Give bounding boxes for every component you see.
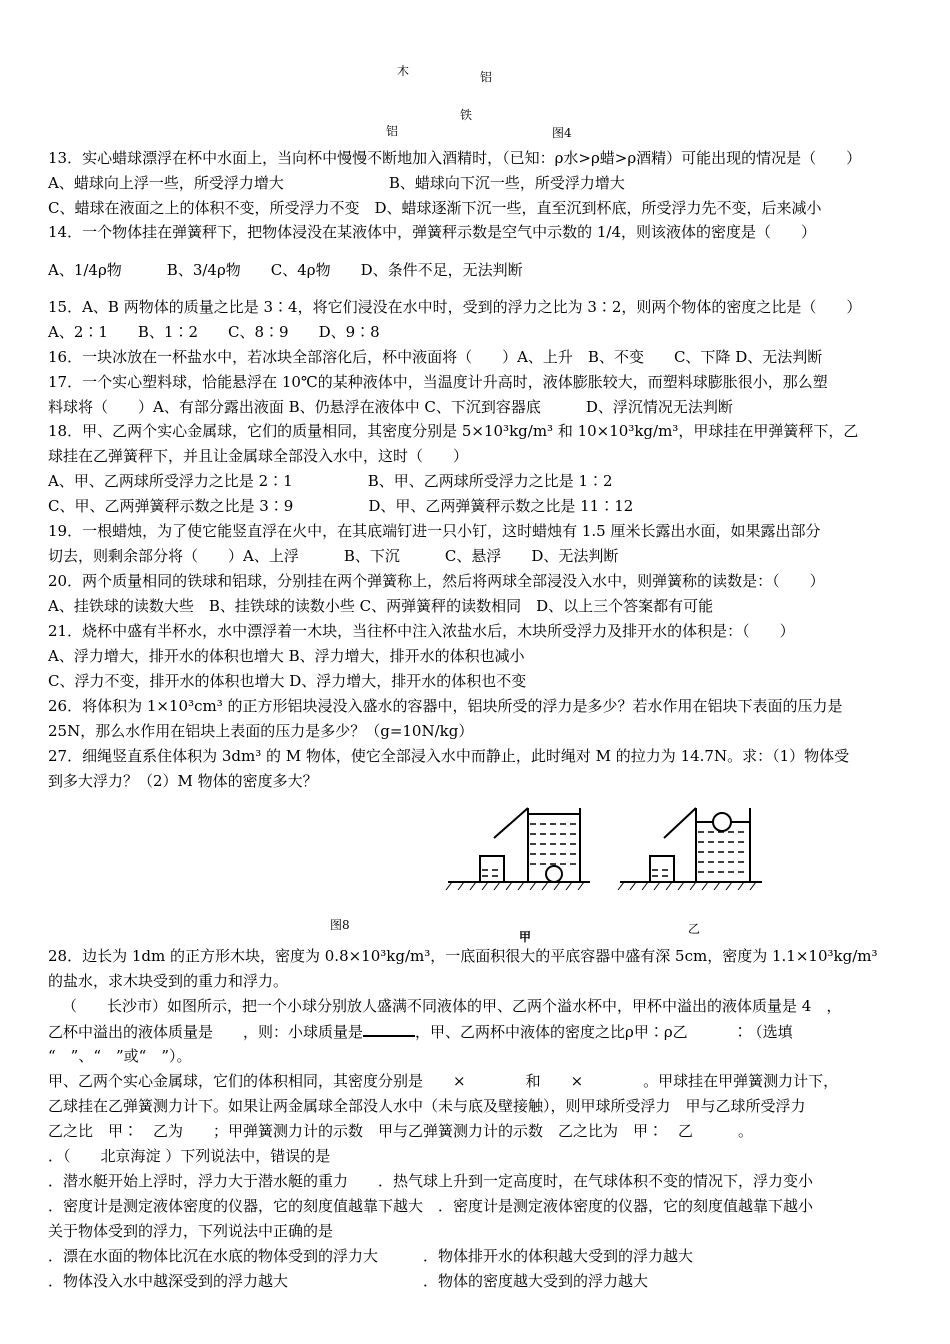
haidian-options-ab: ．潜水艇开始上浮时，浮力大于潜水艇的重力 ．热气球上升到一定高度时，在气球体积不变的情况下，浮力变小 xyxy=(48,1172,814,1190)
q15-options: A、2∶1 B、1∶2 C、8∶9 D、9∶8 xyxy=(48,323,380,341)
q21-stem: 21．烧杯中盛有半杯水，水中漂浮着一木块，当往杯中注入浓盐水后，木块所受浮力及排开水的体积是：（ ） xyxy=(48,622,795,640)
buoyancy-stem: 关于物体受到的浮力，下列说法中正确的是 xyxy=(48,1222,334,1240)
q16-stem: 16．一块冰放在一杯盐水中，若冰块全部溶化后，杯中液面将（ ）A、上升 B、不变 C、下降 D、无法判断 xyxy=(48,348,823,366)
q20-stem: 20．两个质量相同的铁球和铝球，分别挂在两个弹簧称上，然后将两球全部浸没入水中，则弹簧称的读数是：（ ） xyxy=(48,572,825,590)
fig8-label-jia: 甲 xyxy=(519,930,532,944)
q18-options-ab: A、甲、乙两球所受浮力之比是 2∶1 B、甲、乙两球所受浮力之比是 1∶2 xyxy=(48,472,613,490)
fig4-label-wood: 木 xyxy=(397,64,410,78)
q26-stem-1: 26．将体积为 1×10³cm³ 的正方形铝块浸没入盛水的容器中，铝块所受的浮力是多少？若水作用在铝块下表面的压力是 xyxy=(48,697,843,715)
q13-options-cd: C、蜡球在液面之上的体积不变，所受浮力不变 D、蜡球逐渐下沉一些，直至沉到杯底，所受浮力先不变，后来减小 xyxy=(48,199,822,217)
metal-ball-stem-3: 乙之比 甲∶ 乙为 ；甲弹簧测力计的示数 甲与乙弹簧测力计的示数 乙之比为 甲∶ 乙 。 xyxy=(48,1122,754,1140)
answer-blank[interactable] xyxy=(363,1021,415,1037)
fig4-label-iron: 铁 xyxy=(460,108,473,122)
changsha-stem-2-rest: ，甲、乙两杯中液体的密度之比ρ甲∶ρ乙 ∶（选填 xyxy=(415,1023,793,1041)
q27-stem-1: 27．细绳竖直系住体积为 3dm³ 的 M 物体，使它全部浸入水中而静止，此时绳对 M 的拉力为 14.7N。求：（1）物体受 xyxy=(48,747,850,765)
q15-stem: 15．A、B 两物体的质量之比是 3∶4，将它们浸没在水中时，受到的浮力之比为 3∶2，则两个物体的密度之比是（ ） xyxy=(48,298,862,316)
q13-options-ab: A、蜡球向上浮一些，所受浮力增大 B、蜡球向下沉一些，所受浮力增大 xyxy=(48,174,625,192)
changsha-stem-2-text: 乙杯中溢出的液体质量是 ，则：小球质量是 xyxy=(48,1023,364,1041)
changsha-stem-3: “ ”、“ ”或“ ”）。 xyxy=(48,1047,192,1065)
metal-ball-stem-2: 乙球挂在乙弹簧测力计下。如果让两金属球全部没人水中（未与底及壁接触），则甲球所受浮力 甲与乙球所受浮力 xyxy=(48,1097,806,1115)
q13-stem: 13．实心蜡球漂浮在杯中水面上，当向杯中慢慢不断地加入酒精时，（已知：ρ水>ρ蜡>ρ酒精）可能出现的情况是（ ） xyxy=(48,149,862,167)
q26-stem-2: 25N，那么水作用在铝块上表面的压力是多少？（g=10N/kg） xyxy=(48,722,474,740)
metal-ball-stem-1: 甲、乙两个实心金属球，它们的体积相同，其密度分别是 × 和 × 。甲球挂在甲弹簧测力计下， xyxy=(48,1072,839,1090)
q17-stem-2: 料球将（ ）A、有部分露出液面 B、仍悬浮在液体中 C、下沉到容器底 D、浮沉情况无法判断 xyxy=(48,398,733,416)
changsha-stem-1: （ 长沙市）如图所示，把一个小球分别放人盛满不同液体的甲、乙两个溢水杯中，甲杯中溢出的液体质量是 4 ， xyxy=(62,997,842,1015)
haidian-options-cd: ．密度计是测定液体密度的仪器，它的刻度值越靠下越大 ．密度计是测定液体密度的仪器，它的刻度值越靠下越小 xyxy=(48,1197,814,1215)
q20-options: A、挂铁球的读数大些 B、挂铁球的读数小些 C、两弹簧秤的读数相同 D、以上三个答案都有可能 xyxy=(48,597,714,615)
buoyancy-options-cd: ．物体没入水中越深受到的浮力越大 ．物体的密度越大受到的浮力越大 xyxy=(48,1272,649,1290)
q14-options: A、1/4ρ物 B、3/4ρ物 C、4ρ物 D、条件不足，无法判断 xyxy=(48,261,523,279)
q27-stem-2: 到多大浮力？（2）M 物体的密度多大？ xyxy=(48,772,318,790)
q19-stem-2: 切去，则剩余部分将（ ）A、上浮 B、下沉 C、悬浮 D、无法判断 xyxy=(48,547,619,565)
q19-stem-1: 19．一根蜡烛，为了使它能竖直浮在火中，在其底端钉进一只小钉，这时蜡烛有 1.5 厘米长露出水面，如果露出部分 xyxy=(48,522,821,540)
fig4-label-aluminum-top: 铝 xyxy=(480,70,493,84)
q14-stem: 14．一个物体挂在弹簧秤下，把物体浸没在某液体中，弹簧秤示数是空气中示数的 1/4，则该液体的密度是（ ） xyxy=(48,223,817,241)
q21-options-cd: C、浮力不变，排开水的体积也增大 D、浮力增大，排开水的体积也不变 xyxy=(48,672,527,690)
fig8-diagram xyxy=(440,800,780,895)
fig8-label-yi: 乙 xyxy=(688,922,701,936)
changsha-stem-2a xyxy=(48,1021,793,1042)
q18-stem-1: 18．甲、乙两个实心金属球，它们的质量相同，其密度分别是 5×10³kg/m³ 和 10×10³kg/m³，甲球挂在甲弹簧秤下，乙 xyxy=(48,422,859,440)
q28-stem-1: 28．边长为 1dm 的正方形木块，密度为 0.8×10³kg/m³，一底面积很大的平底容器中盛有深 5cm，密度为 1.1×10³kg/m³ xyxy=(48,947,878,965)
q17-stem-1: 17．一个实心塑料球，恰能悬浮在 10℃的某种液体中，当温度计升高时，液体膨胀较大，而塑料球膨胀很小，那么塑 xyxy=(48,373,828,391)
haidian-stem: ．（ 北京海淀 ）下列说法中，错误的是 xyxy=(48,1147,331,1165)
fig8-caption: 图8 xyxy=(330,918,350,932)
buoyancy-options-ab: ．漂在水面的物体比沉在水底的物体受到的浮力大 ．物体排开水的体积越大受到的浮力越大 xyxy=(48,1247,694,1265)
fig4-label-aluminum-bottom: 铝 xyxy=(386,124,399,138)
q18-options-cd: C、甲、乙两弹簧秤示数之比是 3∶9 D、甲、乙两弹簧秤示数之比是 11∶12 xyxy=(48,497,634,515)
q18-stem-2: 球挂在乙弹簧秤下，并且让金属球全部没入水中，这时（ ） xyxy=(48,447,469,465)
fig4-caption: 图4 xyxy=(552,126,572,140)
q28-stem-2: 的盐水，求木块受到的重力和浮力。 xyxy=(48,972,289,990)
q21-options-ab: A、浮力增大，排开水的体积也增大 B、浮力增大，排开水的体积也减小 xyxy=(48,647,525,665)
